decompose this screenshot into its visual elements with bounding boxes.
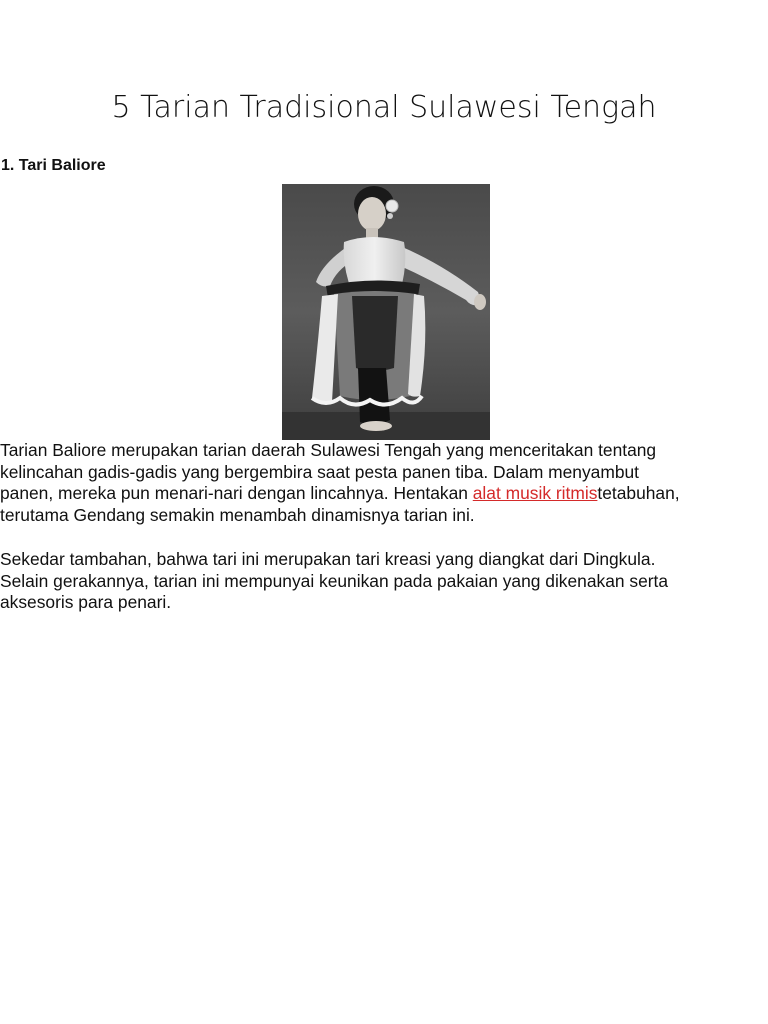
- paragraph-line: terutama Gendang semakin menambah dinamisnya tarian ini.: [0, 504, 475, 525]
- paragraph-tari-baliore-addition: [0, 549, 768, 614]
- paragraph-line: Tarian Baliore merupakan tarian daerah Sulawesi Tengah yang menceritakan tentang: [0, 440, 657, 460]
- paragraph-line: Selain gerakannya, tarian ini mempunyai keunikan pada pakaian yang dikenakan serta: [0, 570, 669, 591]
- paragraph-line: Sekedar tambahan, bahwa tari ini merupakan tari kreasi yang diangkat dari Dingkula.: [0, 549, 656, 569]
- paragraph-text: panen, mereka pun menari-nari dengan lincahnya. Hentakan: [0, 483, 473, 503]
- paragraph-line: aksesoris para penari.: [0, 592, 172, 612]
- paragraph-text: tetabuhan,: [597, 483, 680, 503]
- paragraph-line-with-link: [0, 483, 768, 505]
- paragraph-line: kelincahan gadis-gadis yang bergembira saat pesta panen tiba. Dalam menyambut: [0, 461, 640, 482]
- paragraph-tari-baliore-description: [0, 440, 768, 526]
- alat-musik-ritmis-link[interactable]: alat musik ritmis: [472, 483, 598, 503]
- section-heading-tari-baliore: 1. Tari Baliore: [1, 157, 106, 174]
- dancer-photo: [282, 184, 490, 440]
- page-title: 5 Tarian Tradisional Sulawesi Tengah: [111, 90, 657, 125]
